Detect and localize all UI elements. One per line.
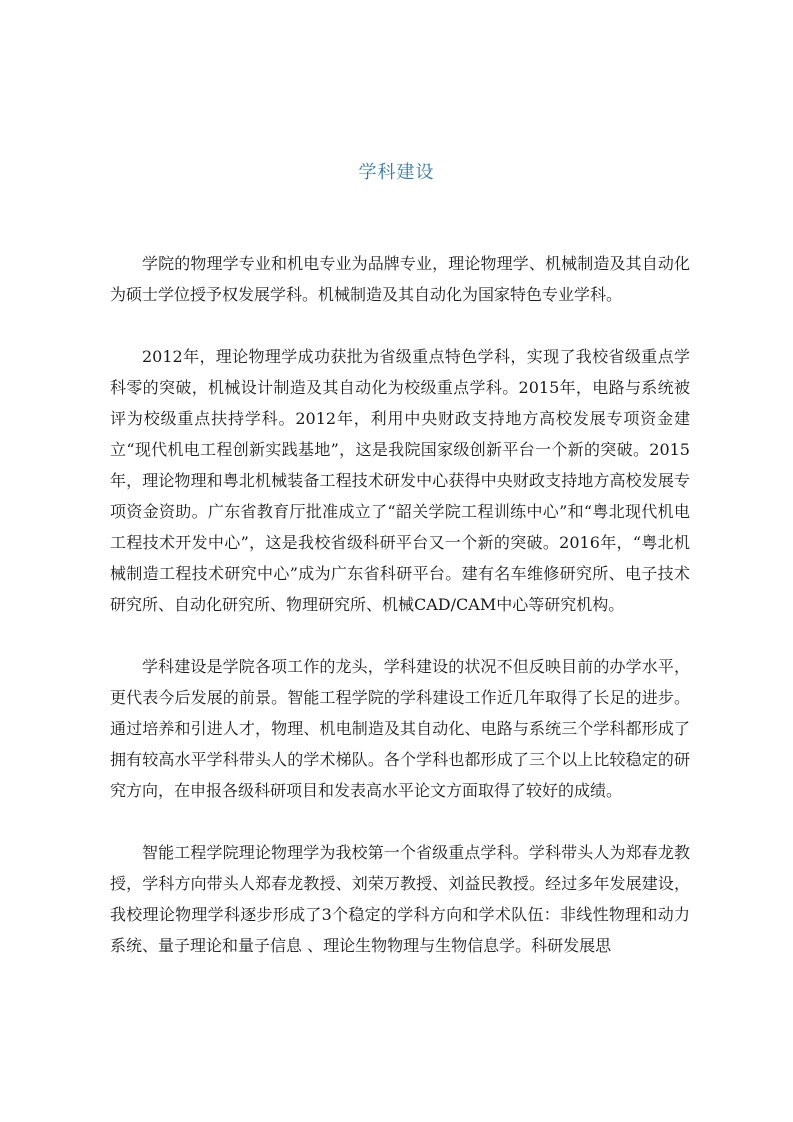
paragraph-discipline-construction: 学科建设是学院各项工作的龙头，学科建设的状况不但反映目前的办学水平，更代表今后发展的前景。智能工程学院的学科建设工作近几年取得了长足的进步。通过培养和引进人才，物理、机电制造及其自动化、电路与系统三个学科都形成了拥有较高水平学科带头人的学术梯队。各个学科也都形成了三个以上比较稳定的研究方向，在申报各级科研项目和发表高水平论文方面取得了较好的成绩。 [110, 657, 690, 800]
paragraph-brand-majors: 学院的物理学专业和机电专业为品牌专业，理论物理学、机械制造及其自动化为硕士学位授予权发展学科。机械制造及其自动化为国家特色专业学科。 [110, 254, 690, 304]
paragraph-theoretical-physics: 智能工程学院理论物理学为我校第一个省级重点学科。学科带头人为郑春龙教授，学科方向带头人郑春龙教授、刘荣万教授、刘益民教授。经过多年发展建设，我校理论物理学科逐步形成了3个稳定的学科方向和学术队伍：非线性物理和动力系统、量子理论和量子信息 、理论生物物理与生物信息学。科研发展思 [110, 843, 690, 955]
document-body [110, 248, 690, 992]
paragraph-key-disciplines-history: 2012年，理论物理学成功获批为省级重点特色学科，实现了我校省级重点学科零的突破，机械设计制造及其自动化为校级重点学科。2015年，电路与系统被评为校级重点扶持学科。2012年，利用中央财政支持地方高校发展专项资金建立“现代机电工程创新实践基地”，这是我院国家级创新平台一个新的突破。2015年，理论物理和粤北机械装备工程技术研发中心获得中央财政支持地方高校发展专项资金资助。广东省教育厅批准成立了“韶关学院工程训练中心”和“粤北现代机电工程技术开发中心”，这是我校省级科研平台又一个新的突破。2016年，“粤北机械制造工程技术研究中心”成为广东省科研平台。建有名车维修研究所、电子技术研究所、自动化研究所、物理研究所、机械CAD/CAM中心等研究机构。 [110, 347, 690, 614]
page-title: 学科建设 [358, 162, 435, 183]
